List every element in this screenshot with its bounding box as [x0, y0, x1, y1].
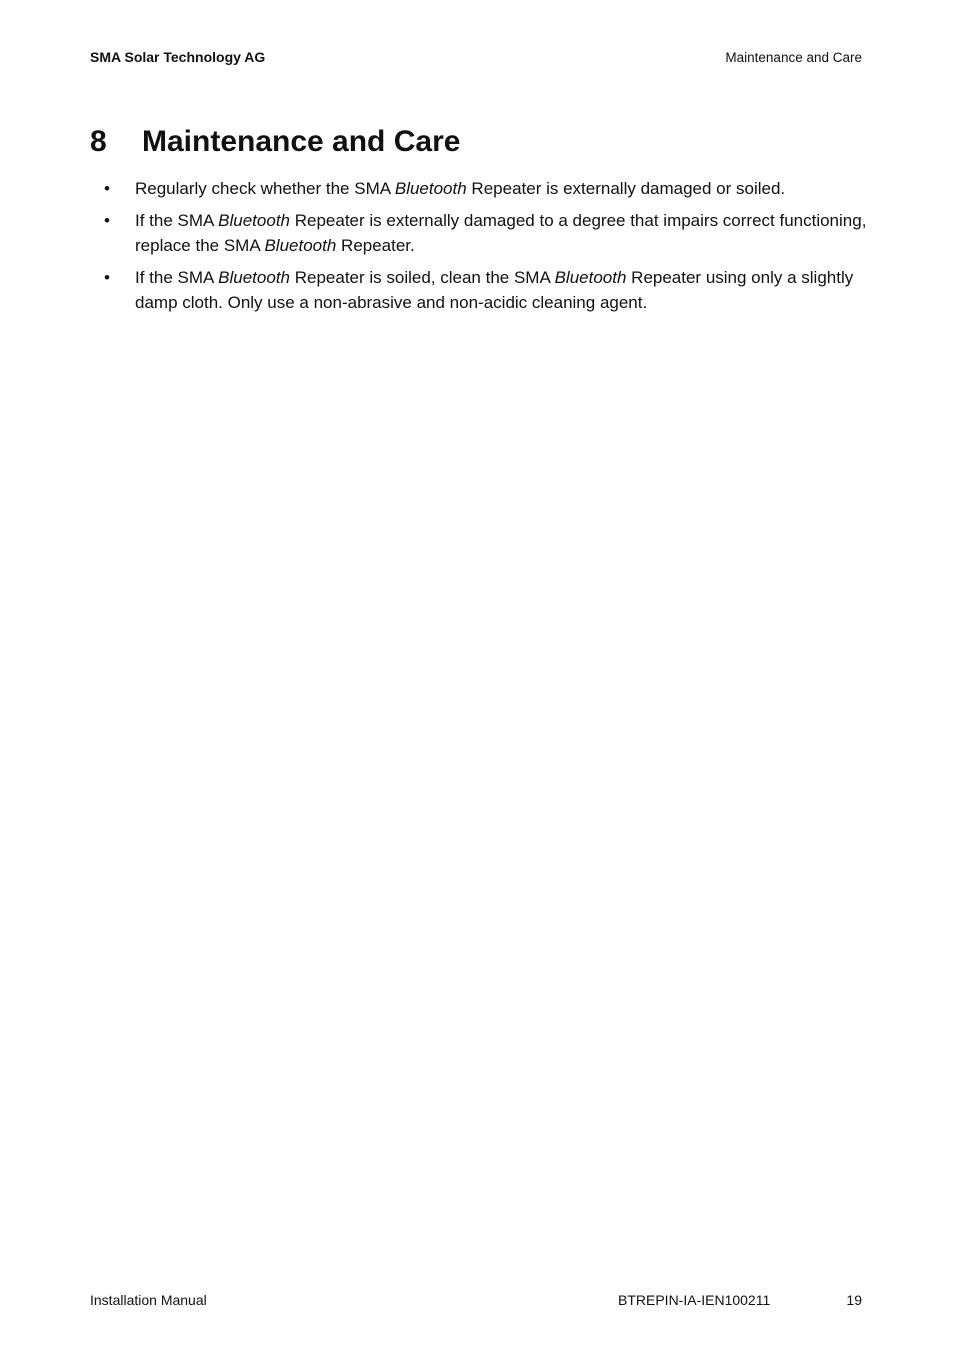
italic-run: Bluetooth [218, 211, 290, 230]
footer-page-number: 19 [846, 1292, 862, 1308]
bullet-item [90, 208, 870, 258]
footer-doc-type: Installation Manual [90, 1292, 207, 1308]
chapter-title: Maintenance and Care [142, 125, 461, 158]
text-run: Repeater. [336, 236, 415, 255]
bullet-symbol: • [104, 211, 110, 230]
footer-doc-code: BTREPIN-IA-IEN100211 [618, 1292, 771, 1308]
text-run: Repeater is soiled, clean the SMA [290, 268, 555, 287]
header-company: SMA Solar Technology AG [90, 49, 266, 65]
italic-run: Bluetooth [264, 236, 337, 255]
bullet-symbol: • [104, 179, 110, 198]
italic-run: Bluetooth [218, 268, 290, 287]
bullet-symbol: • [104, 268, 110, 287]
text-run: Repeater using only a slightly damp cloth. Only use a non-abrasive and non-acidic cleaning agent. [135, 268, 854, 312]
bullet-item [90, 265, 870, 315]
text-run: Repeater is externally damaged to a degree that impairs correct functioning, replace the SMA [135, 211, 867, 255]
header-section: Maintenance and Care [725, 50, 862, 65]
text-run: If the SMA [135, 211, 219, 230]
text-run: Regularly check whether the SMA [135, 179, 395, 198]
chapter-heading [90, 122, 460, 162]
italic-run: Bluetooth [394, 179, 467, 198]
maintenance-bullet-list [90, 176, 870, 322]
bullet-item [90, 176, 870, 201]
text-run: If the SMA [135, 268, 219, 287]
italic-run: Bluetooth [554, 268, 627, 287]
chapter-number: 8 [90, 125, 107, 158]
text-run: Repeater is externally damaged or soiled. [466, 179, 786, 198]
